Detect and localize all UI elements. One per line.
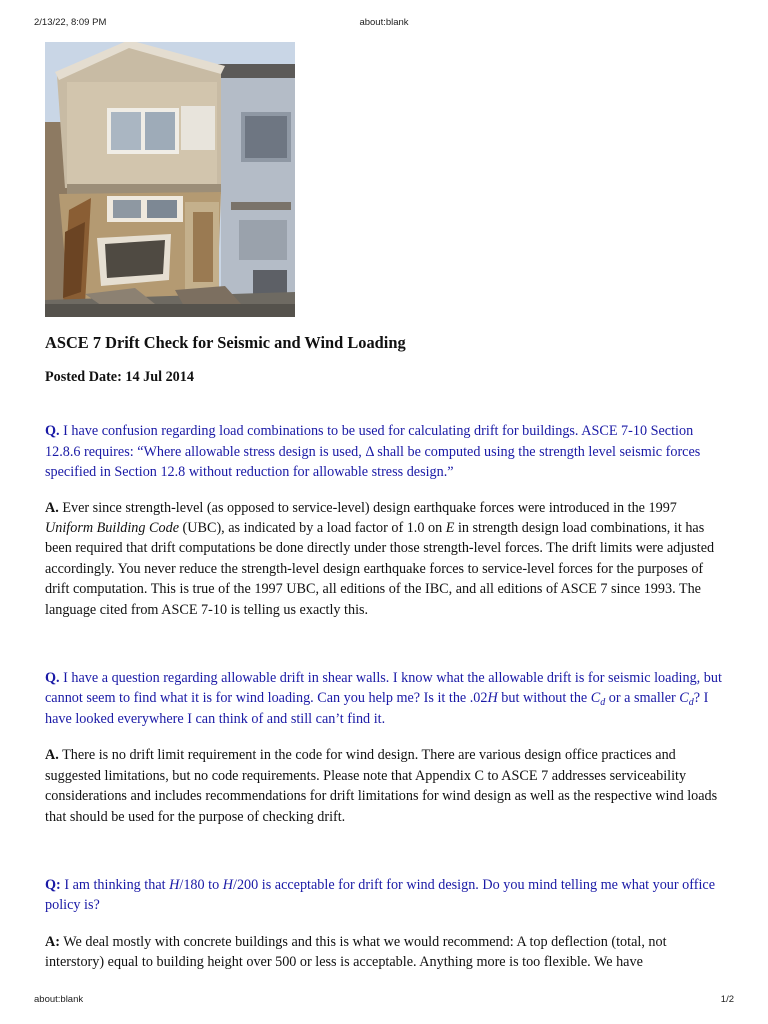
answer-1-text-b: (UBC), as indicated by a load factor of 1.0 on	[182, 520, 443, 537]
question-3	[45, 875, 727, 916]
article	[45, 332, 727, 973]
question-1-text: I have confusion regarding load combinations to be used for calculating drift for buildings. ASCE 7-10 Section 12.8.6 requires: “Where allowable stress design is used, Δ shall be computed using the strength level seismic forces specified in Section 12.8 without reduction for allowable stress design.”	[45, 423, 701, 481]
question-1-lead: Q.	[45, 423, 60, 440]
print-page-title: about:blank	[359, 17, 409, 28]
posted-date-value: 14 Jul 2014	[125, 369, 194, 385]
print-datetime: 2/13/22, 8:09 PM	[34, 17, 107, 28]
question-3-text-a: I am thinking that	[64, 876, 166, 893]
question-2-text-a: I have a question regarding allowable drift in shear walls. I know what the allowable drift is for seismic loading, but cannot seem to find what it is for wind loading. Can you help me? Is it the .02	[45, 670, 722, 707]
article-photo	[45, 42, 295, 317]
question-2	[45, 668, 727, 729]
question-2-cd2-symbol: C	[679, 690, 689, 707]
answer-3	[45, 932, 727, 973]
question-2-cd-symbol: C	[590, 690, 601, 707]
question-2-cd-subscript: d	[600, 697, 606, 709]
question-2-text-c: or a smaller	[608, 690, 676, 707]
article-title: ASCE 7 Drift Check for Seismic and Wind Loading	[45, 333, 406, 352]
question-2-h-symbol: H	[487, 690, 498, 707]
answer-3-lead: A:	[45, 933, 60, 950]
question-3-lead: Q:	[45, 876, 61, 893]
print-footer-url: about:blank	[34, 994, 84, 1005]
answer-1-text-a: Ever since strength-level (as opposed to service-level) design earthquake forces were introduced in the 1997	[62, 499, 677, 516]
posted-date	[45, 367, 727, 387]
answer-3-text: We deal mostly with concrete buildings and this is what we would recommend: A top deflection (total, not interstory) equal to building height over 500 or less is acceptable. Anything more is too flexible. We have	[45, 933, 667, 971]
answer-1-e-symbol: E	[445, 520, 455, 537]
answer-1-text-c: in strength design load combinations, it has been required that drift computations be done directly under those strength-level forces. The drift limits were adjusted accordingly. You never reduce the strength-level design earthquake forces to service-level forces for the purposes of drift computation. This is true of the 1997 UBC, all editions of the IBC, and all editions of ASCE 7 since 1993. The language cited from ASCE 7-10 is telling us exactly this.	[45, 520, 715, 618]
question-2-lead: Q.	[45, 670, 60, 687]
answer-1-lead: A.	[45, 499, 59, 516]
answer-1	[45, 498, 727, 620]
answer-2-lead: A.	[45, 747, 59, 764]
answer-1-ubc-title: Uniform Building Code	[45, 520, 179, 537]
question-2-cd2-subscript: d	[688, 697, 694, 709]
question-1	[45, 421, 727, 482]
question-3-h1-symbol: H	[169, 876, 180, 893]
posted-date-label: Posted Date:	[45, 369, 122, 385]
answer-2	[45, 745, 727, 827]
question-3-text-b: /180 to	[179, 876, 220, 893]
question-2-text-b: but without the	[501, 690, 588, 707]
print-page-counter: 1/2	[720, 994, 734, 1005]
collapsed-building-photo-icon	[45, 42, 295, 317]
question-3-text-c: /200 is acceptable for drift for wind design. Do you mind telling me what your office policy is?	[45, 876, 715, 914]
question-3-h2-symbol: H	[222, 876, 233, 893]
answer-2-text: There is no drift limit requirement in the code for wind design. There are various design office practices and suggested limitations, but no code requirements. Please note that Appendix C to ASCE 7 addresses serviceability considerations and includes recommendations for drift limitations for wind design as well as the respective wind loads that should be used for the purpose of checking drift.	[45, 747, 718, 825]
question-2-text-d: ? I have looked everywhere I can think of and still can’t find it.	[45, 690, 709, 727]
